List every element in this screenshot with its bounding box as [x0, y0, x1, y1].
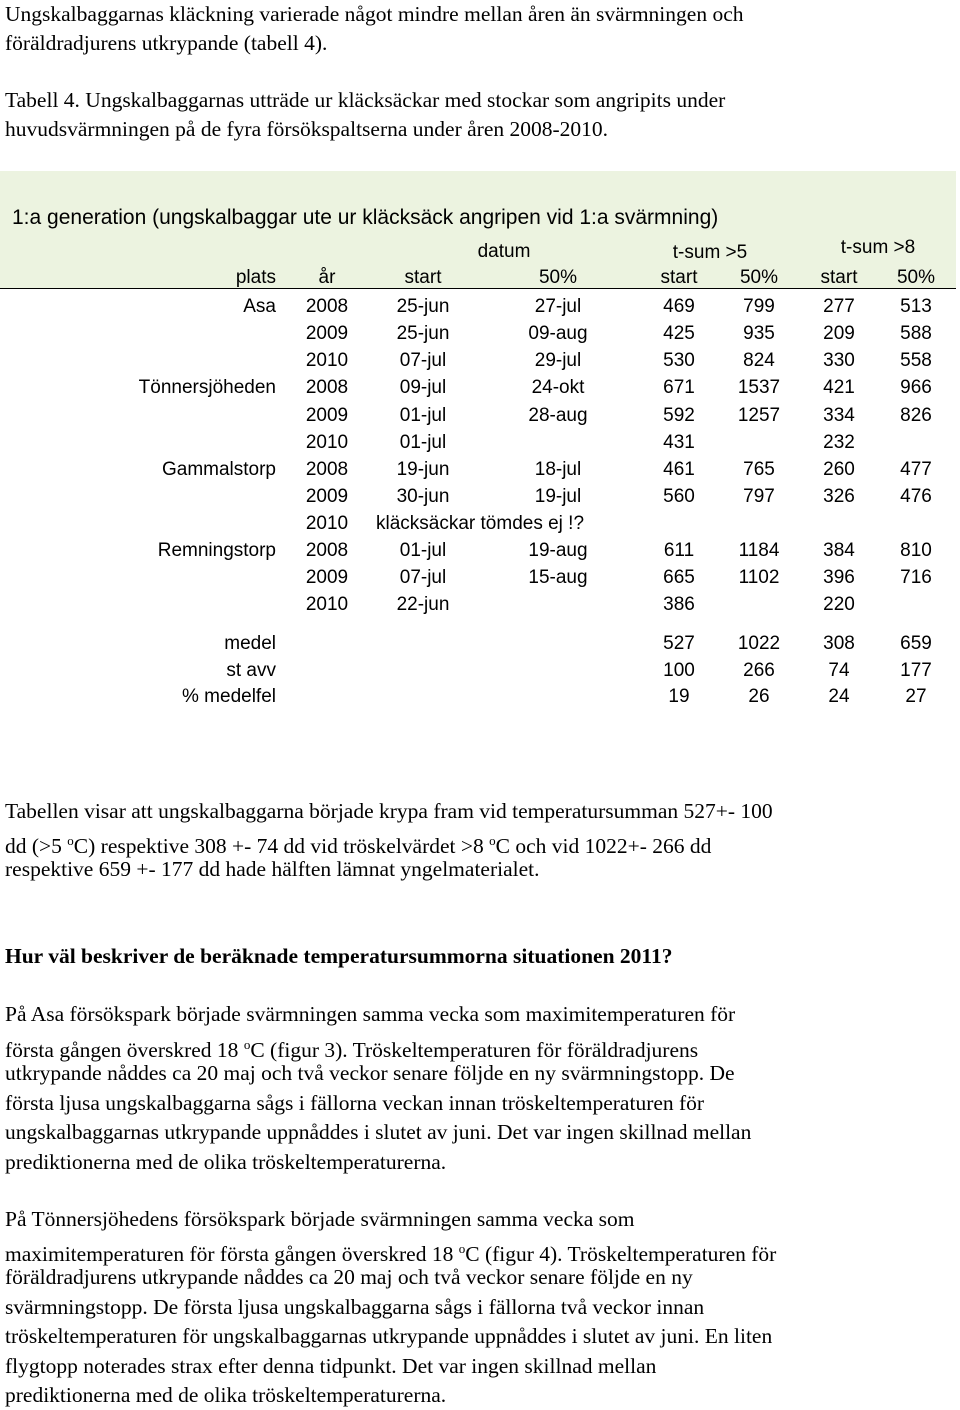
- group-header-tsum8: t-sum >8: [840, 237, 916, 258]
- table-cell: 28-aug: [528, 405, 588, 426]
- table-cell: 27-jul: [534, 296, 582, 317]
- column-header: 50%: [538, 267, 578, 288]
- section-heading: Hur väl beskriver de beräknade temperatursummorna situationen 2011?: [5, 944, 673, 968]
- column-header: start: [660, 267, 698, 288]
- table-cell: 588: [900, 323, 932, 344]
- emptied-note: kläcksäckar tömdes ej !?: [376, 513, 585, 534]
- table-cell: Tönnersjöheden: [138, 377, 276, 398]
- table-cell: 530: [663, 350, 695, 371]
- table-cell: 560: [663, 486, 695, 507]
- asa-text-line: utkrypande nåddes ca 20 maj och två veckor senare följde en ny svärmningstopp. De: [5, 1061, 735, 1085]
- table-cell: 810: [900, 540, 932, 561]
- table-cell: 15-aug: [528, 567, 588, 588]
- table-cell: 824: [743, 350, 775, 371]
- summary-cell: 27: [905, 686, 927, 707]
- table-cell: 24-okt: [531, 377, 585, 398]
- summary-cell: 74: [828, 660, 850, 681]
- summary-cell: 308: [823, 633, 855, 654]
- summary-line-2-part-1: dd (>5: [5, 834, 68, 859]
- table-cell: 2009: [305, 567, 349, 588]
- table-cell: 2008: [305, 296, 349, 317]
- column-header: 50%: [739, 267, 779, 288]
- table-cell: 461: [663, 459, 695, 480]
- table-cell: 477: [900, 459, 932, 480]
- table-cell: 330: [823, 350, 855, 371]
- table-cell: 665: [663, 567, 695, 588]
- table-cell: 2009: [305, 405, 349, 426]
- summary-cell: medel: [224, 633, 276, 654]
- table-cell: 592: [663, 405, 695, 426]
- table-cell: 966: [900, 377, 932, 398]
- table-cell: 09-aug: [528, 323, 588, 344]
- table-cell: 326: [823, 486, 855, 507]
- table-cell: 30-jun: [396, 486, 450, 507]
- table-cell: Asa: [243, 296, 276, 317]
- table-cell: 765: [743, 459, 775, 480]
- table-cell: Gammalstorp: [161, 459, 276, 480]
- table-cell: 826: [900, 405, 932, 426]
- tonnersjo-text-line: föräldradjurens utkrypande nåddes ca 20 maj och två veckor senare följde en ny: [5, 1265, 693, 1289]
- column-header: start: [404, 267, 442, 288]
- table-cell: 1257: [737, 405, 781, 426]
- table-cell: 19-jun: [396, 459, 450, 480]
- table-cell: 716: [900, 567, 932, 588]
- tonnersjo-text-line: tröskeltemperaturen för ungskalbaggarnas utkrypande uppnåddes i slutet av juni. En liten: [5, 1324, 773, 1348]
- table-cell: 558: [900, 350, 932, 371]
- table-cell: 425: [663, 323, 695, 344]
- summary-cell: 527: [663, 633, 695, 654]
- table-cell: 431: [663, 432, 695, 453]
- table-cell: 513: [900, 296, 932, 317]
- summary-cell: 24: [828, 686, 850, 707]
- tonnersjo-text-line: prediktionerna med de olika tröskeltemperaturerna.: [5, 1383, 447, 1407]
- table-cell: 386: [663, 594, 695, 615]
- table-cell: 799: [743, 296, 775, 317]
- tonnersjo-line-2-part-2: C (figur 4). Tröskeltemperaturen för: [465, 1242, 777, 1267]
- summary-cell: 100: [663, 660, 695, 681]
- table-cell: 476: [900, 486, 932, 507]
- column-header: plats: [235, 267, 276, 288]
- table-title: 1:a generation (ungskalbaggar ute ur kläcksäck angripen vid 1:a svärmning): [12, 206, 719, 229]
- table-cell: 07-jul: [399, 567, 447, 588]
- group-header-datum: datum: [477, 241, 531, 262]
- tonnersjo-text-line: svärmningstopp. De första ljusa ungskalbaggarna sågs i fällorna två veckor innan: [5, 1294, 705, 1319]
- table-cell: 18-jul: [534, 459, 582, 480]
- tonnersjo-line-2-part-1: maximitemperaturen för första gången överskred 18: [5, 1242, 459, 1267]
- table-cell: 1537: [737, 377, 781, 398]
- summary-cell: st avv: [226, 660, 276, 681]
- table-cell: 260: [823, 459, 855, 480]
- table-cell: 277: [823, 296, 855, 317]
- table-cell: 19-aug: [528, 540, 588, 561]
- degree-mark: o: [489, 833, 496, 848]
- group-header-tsum5: t-sum >5: [672, 242, 748, 263]
- column-header: 50%: [896, 267, 936, 288]
- table-cell: 01-jul: [399, 432, 447, 453]
- table-cell: 935: [743, 323, 775, 344]
- summary-cell: 19: [668, 686, 690, 707]
- table-caption-line-1: Tabell 4. Ungskalbaggarnas utträde ur kläcksäckar med stockar som angripits under: [5, 88, 726, 112]
- table-cell: 469: [663, 296, 695, 317]
- asa-line-2-part-1: första gången överskred 18: [5, 1038, 244, 1063]
- table-cell: 220: [823, 594, 855, 615]
- table-cell: 611: [663, 540, 695, 561]
- table-cell: 2010: [305, 432, 349, 453]
- table-cell: 01-jul: [399, 540, 447, 561]
- table-cell: 396: [823, 567, 855, 588]
- table-cell: 25-jun: [396, 296, 450, 317]
- summary-line-3: respektive 659 +- 177 dd hade hälften lämnat yngelmaterialet.: [5, 857, 540, 881]
- table-cell: Remningstorp: [157, 540, 276, 561]
- table-cell: 2010: [305, 350, 349, 371]
- degree-mark: o: [243, 1037, 251, 1052]
- tonnersjo-line-1: På Tönnersjöhedens försökspark började svärmningen samma vecka som: [5, 1207, 635, 1231]
- summary-line-2-part-3: C och vid 1022+- 266 dd: [495, 834, 712, 859]
- degree-mark: o: [67, 833, 74, 848]
- column-header: start: [820, 267, 858, 288]
- summary-cell: 1022: [737, 633, 781, 654]
- table-cell: 2008: [305, 459, 349, 480]
- summary-line-1: Tabellen visar att ungskalbaggarna började krypa fram vid temperatursumman 527+- 100: [5, 799, 773, 823]
- table-cell: 2010: [305, 513, 349, 534]
- table-cell: 797: [743, 486, 775, 507]
- summary-cell: 26: [748, 686, 770, 707]
- table-cell: 29-jul: [534, 350, 582, 371]
- summary-cell: 659: [900, 633, 932, 654]
- table-cell: 232: [823, 432, 855, 453]
- table-cell: 25-jun: [396, 323, 450, 344]
- column-header: år: [318, 267, 336, 288]
- table-cell: 2008: [305, 377, 349, 398]
- table-cell: 07-jul: [399, 350, 447, 371]
- degree-mark: o: [458, 1241, 466, 1256]
- intro-line-1: Ungskalbaggarnas kläckning varierade något mindre mellan åren än svärmningen och: [5, 2, 744, 26]
- asa-text-line: första ljusa ungskalbaggarna sågs i fällorna veckan innan tröskeltemperaturen för: [5, 1090, 705, 1115]
- table-cell: 1102: [738, 567, 780, 588]
- summary-cell: 266: [743, 660, 775, 681]
- table-cell: 2010: [305, 594, 349, 615]
- asa-text-line: ungskalbaggarnas utkrypande uppnåddes i slutet av juni. Det var ingen skillnad mellan: [5, 1120, 752, 1144]
- table-cell: 209: [823, 323, 855, 344]
- table-cell: 09-jul: [399, 377, 447, 398]
- table-cell: 2008: [305, 540, 349, 561]
- table-cell: 384: [823, 540, 855, 561]
- tonnersjo-text-line: flygtopp noterades strax efter denna tidpunkt. Det var ingen skillnad mellan: [5, 1353, 657, 1378]
- intro-line-2: föräldradjurens utkrypande (tabell 4).: [5, 31, 328, 55]
- summary-cell: 177: [900, 660, 932, 681]
- table-cell: 671: [663, 377, 695, 398]
- table-cell: 22-jun: [396, 594, 450, 615]
- table-cell: 19-jul: [534, 486, 582, 507]
- table-cell: 1184: [738, 540, 780, 561]
- asa-line-1: På Asa försökspark började svärmningen samma vecka som maximitemperaturen för: [5, 1002, 736, 1026]
- emergence-table: [0, 171, 956, 731]
- table-caption-line-2: huvudsvärmningen på de fyra försökspaltserna under åren 2008-2010.: [5, 117, 609, 141]
- table-cell: 01-jul: [399, 405, 447, 426]
- table-cell: 421: [823, 377, 855, 398]
- summary-line-2-part-2: C) respektive 308 +- 74 dd vid tröskelvärdet >8: [73, 834, 490, 859]
- asa-line-2-part-2: C (figur 3). Tröskeltemperaturen för föräldradjurens: [250, 1038, 699, 1063]
- table-cell: 2009: [305, 323, 349, 344]
- table-cell: 2009: [305, 486, 349, 507]
- summary-cell: % medelfel: [182, 686, 276, 707]
- table-cell: 334: [823, 405, 855, 426]
- asa-text-line: prediktionerna med de olika tröskeltemperaturerna.: [5, 1149, 447, 1174]
